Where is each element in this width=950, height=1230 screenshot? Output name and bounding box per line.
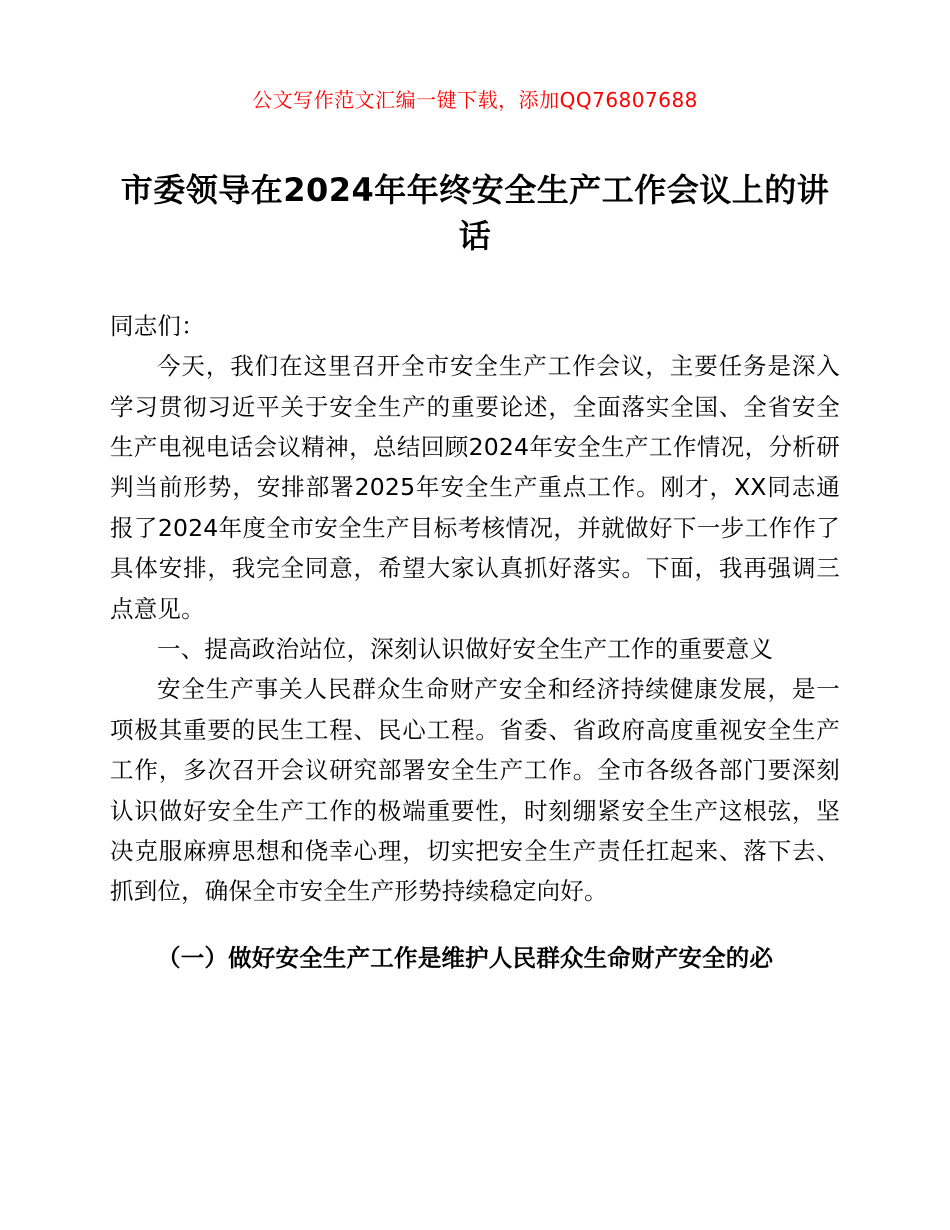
paragraph-opening: 今天，我们在这里召开全市安全生产工作会议，主要任务是深入学习贯彻习近平关于安全生产的重要论述，全面落实全国、全省安全生产电视电话会议精神，总结回顾2024年安全生产工作情况，分析研判当前形势，安排部署2025年安全生产重点工作。刚才，XX同志通报了2024年度全市安全生产目标考核情况，并就做好下一步工作作了具体安排，我完全同意，希望大家认真抓好落实。下面，我再强调三点意见。 <box>110 352 840 623</box>
advertisement-banner: 公文写作范文汇编一键下载，添加QQ76807688 <box>252 88 698 112</box>
paragraph-subsection-heading: （一）做好安全生产工作是维护人民群众生命财产安全的必 <box>157 943 774 972</box>
paragraph-section-one-body: 安全生产事关人民群众生命财产安全和经济持续健康发展，是一项极其重要的民生工程、民心工程。省委、省政府高度重视安全生产工作，多次召开会议研究部署安全生产工作。全市各级各部门要深刻认识做好安全生产工作的极端重要性，时刻绷紧安全生产这根弦，坚决克服麻痹思想和侥幸心理，切实把安全生产责任扛起来、落下去、抓到位，确保全市安全生产形势持续稳定向好。 <box>110 675 840 906</box>
paragraph-salutation: 同志们： <box>110 311 205 340</box>
page-title: 市委领导在2024年年终安全生产工作会议上的讲话 <box>120 171 830 256</box>
document-body <box>110 306 840 979</box>
paragraph-section-heading-one: 一、提高政治站位，深刻认识做好安全生产工作的重要意义 <box>157 635 774 664</box>
